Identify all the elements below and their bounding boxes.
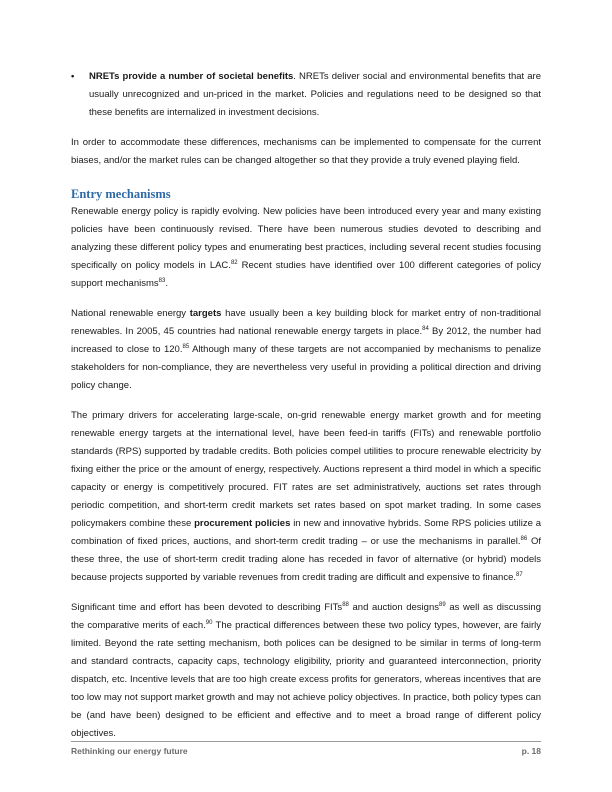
p2-bold: targets (189, 308, 222, 319)
page-number: p. 18 (521, 746, 541, 756)
p2-text-a: National renewable energy (71, 308, 190, 319)
p3-text-c: Of these three, the use of short-term credit trading alone has receded in favor of alternative (or hybrid) models because projects supported by variable revenues from credit trading are difficult and expensive to finance. (71, 536, 541, 583)
p1-text-a: Renewable energy policy is rapidly evolving. New policies have been introduced every year and many existing policies have been continuously revised. There have been numerous studies devoted to describing and analyzing these different policy types and enumerating best practices, including several recent studies focusing specifically on policy models in LAC. (71, 206, 541, 271)
intro-paragraph: In order to accommodate these differences, mechanisms can be implemented to compensate for the current biases, and/or the market rules can be changed altogether so that they provide a truly evened playing field. (71, 137, 541, 166)
p2-text-d: Although many of these targets are not accompanied by mechanisms to penalize stakeholders for non-compliance, they are nevertheless very useful in providing a political direction and driving policy change. (71, 344, 542, 391)
p4-text-a: Significant time and effort has been devoted to describing FITs (71, 602, 343, 613)
p3-text-b: in new and innovative hybrids. Some RPS policies utilize a combination of fixed prices, auctions, and short-term credit trading – or use the mechanisms in parallel. (71, 518, 541, 547)
p3-bold: procurement policies (194, 518, 291, 529)
bullet-item (71, 68, 541, 122)
footer-title: Rethinking our energy future (71, 746, 188, 756)
paragraph-2 (71, 305, 541, 395)
footnote-ref: 84 (422, 325, 429, 332)
footnote-ref: 85 (182, 343, 190, 350)
footnote-ref: 88 (342, 601, 349, 608)
p4-text-c: as well as discussing the comparative merits of each. (71, 602, 541, 631)
bullet-text: . NRETs deliver social and environmental benefits that are usually unrecognized and un-priced in the market. Policies and regulations need to be designed so that these benefits are internalized in investment decisions. (89, 71, 541, 118)
bullet-bold-lead: NRETs provide a number of societal benefits (89, 71, 294, 82)
p3-text-a: The primary drivers for accelerating large-scale, on-grid renewable energy market growth and for meeting renewable energy targets at the international level, have been feed-in tariffs (FITs) and renewable portfolio standards (RPS) supported by tradable credits. Both policies compel utilities to procure renewable electricity by fixing either the price or the amount of energy, respectively. Auctions represent a third model in which a specific capacity or energy is competitively procured. FIT rates are set administratively, auctions set rates through periodic competition, and short-term credit markets set rates based on spot market trading. In some cases policymakers combine these (71, 410, 541, 529)
paragraph-3 (71, 407, 541, 587)
p2-text-b: have usually been a key building block for market entry of non-traditional renewables. In 2005, 45 countries had national renewable energy targets in place. (71, 308, 541, 337)
paragraph-4 (71, 599, 541, 743)
paragraph-1 (71, 203, 541, 293)
footnote-ref: 86 (520, 535, 528, 542)
bullet-marker: • (71, 71, 75, 82)
p1-text-b: Recent studies have identified over 100 different categories of policy support mechanisms (71, 260, 542, 289)
footnote-ref: 87 (516, 571, 523, 578)
footnote-ref: 90 (205, 619, 213, 626)
p2-text-c: By 2012, the number had increased to close to 120. (71, 326, 541, 355)
p4-text-b: and auction designs (348, 602, 439, 613)
p1-text-c: . (165, 278, 168, 289)
p4-text-d: The practical differences between these two policy types, however, are fairly limited. Beyond the rate setting mechanism, both polices can be designed to be similar in terms of long-term and standard contracts, capacity caps, technology eligibility, priority and guaranteed interconnection, priority dispatch, etc. Incentive levels that are too high create excess profits for generators, whereas incentives that are too low may not support market growth and may not achieve policy objectives. In practice, both policy types can be (and have been) designed to be efficient and effective and to meet a broad range of different policy objectives. (71, 620, 541, 739)
page-footer (71, 741, 541, 756)
footnote-ref: 83 (158, 277, 166, 284)
footnote-ref: 82 (230, 259, 238, 266)
footnote-ref: 89 (439, 601, 446, 608)
section-heading: Entry mechanisms (71, 187, 171, 201)
page-body (71, 68, 541, 755)
